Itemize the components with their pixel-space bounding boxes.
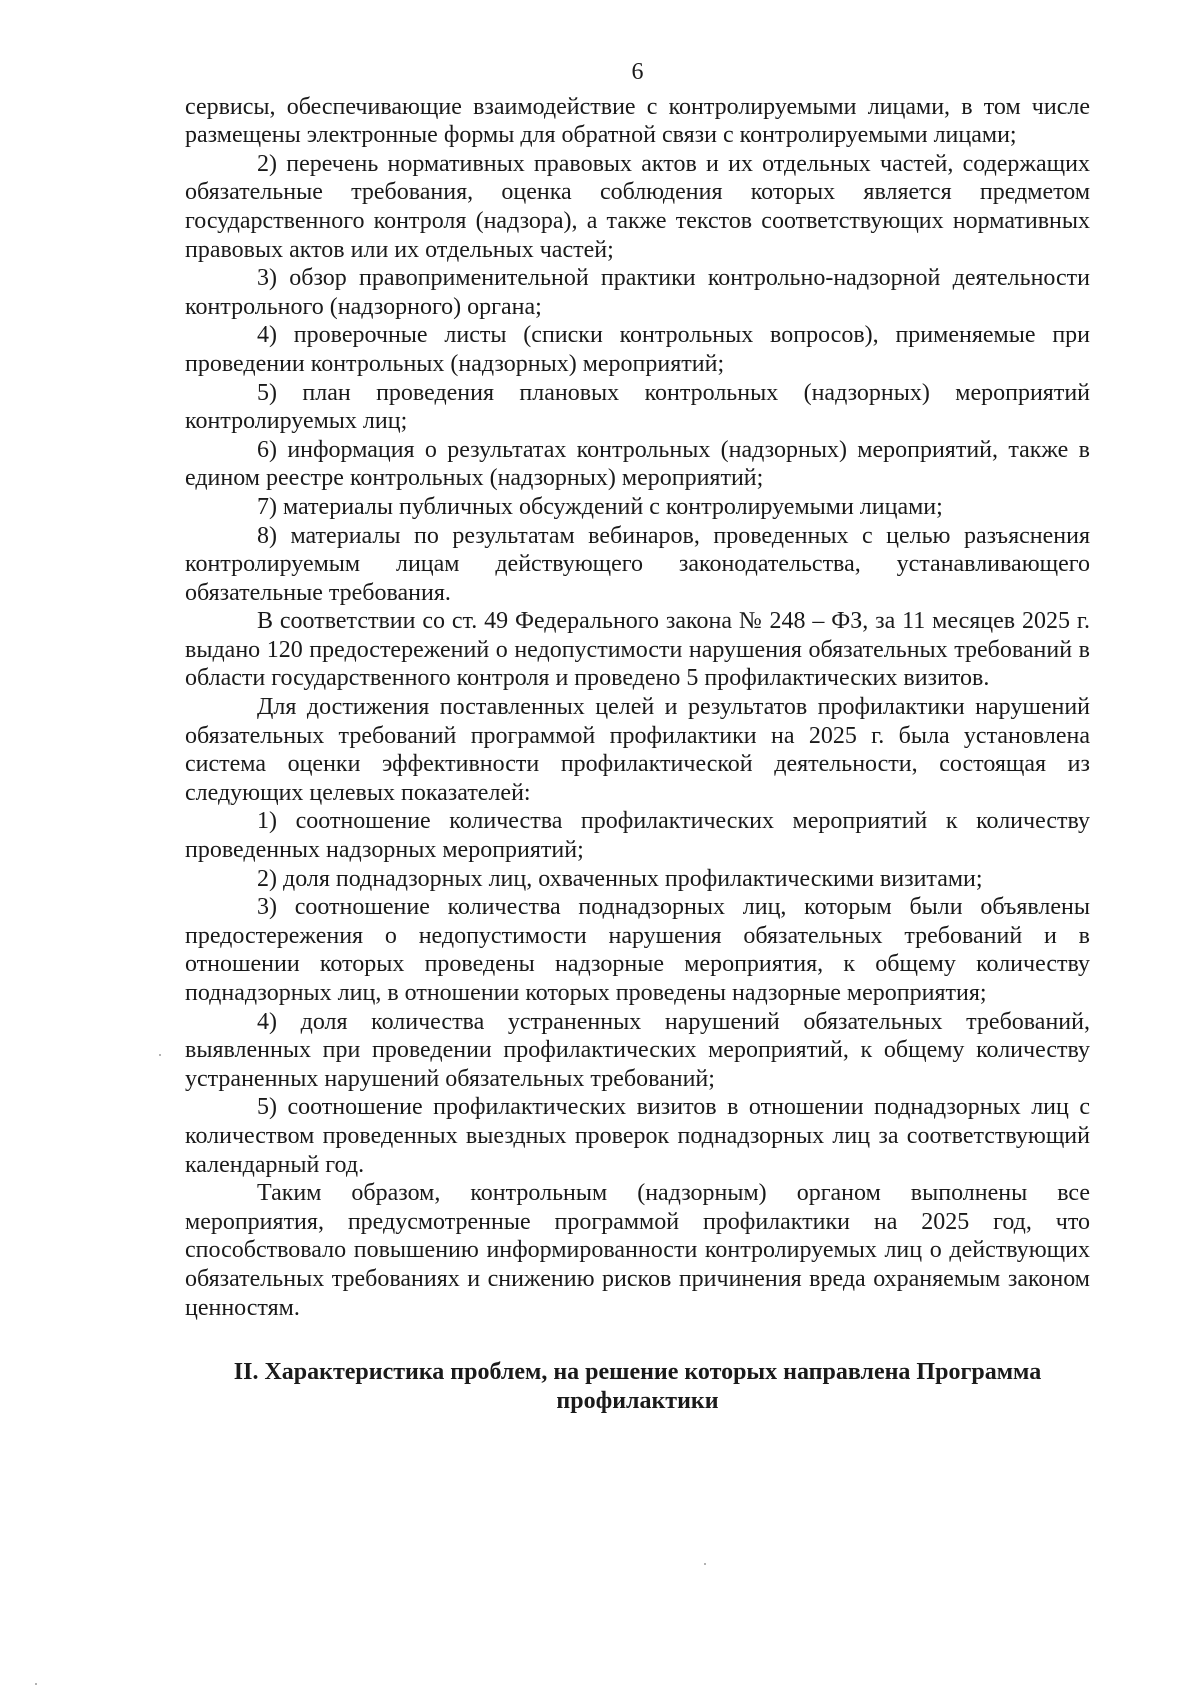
paragraph-item-3: 3) обзор правоприменительной практики контрольно-надзорной деятельности контрольного (надзорного) органа; [185, 265, 1090, 320]
scan-speck [704, 1563, 706, 1565]
section-heading: II. Характеристика проблем, на решение которых направлена Программа профилактики [233, 1359, 1042, 1414]
paragraph-evaluation-system: Для достижения поставленных целей и результатов профилактики нарушений обязательных требований программой профилактики на 2025 г. была установлена система оценки эффективности профилактической деятельности, состоящая из следующих целевых показателей: [185, 694, 1090, 806]
paragraph-item-5: 5) план проведения плановых контрольных (надзорных) мероприятий контролируемых лиц; [185, 379, 1090, 435]
document-page [185, 58, 1090, 1415]
paragraph-warnings-issued: В соответствии со ст. 49 Федерального закона № 248 – ФЗ, за 11 месяцев 2025 г. выдано 120 предостережений о недопустимости нарушения обязательных требований в области государственного контроля и проведено 5 профилактических визитов. [185, 608, 1090, 692]
paragraph-item-2: 2) перечень нормативных правовых актов и их отдельных частей, содержащих обязательные требования, оценка соблюдения которых является предметом государственного контроля (надзора), а также текстов соответствующих нормативных правовых актов или их отдельных частей; [185, 150, 1090, 263]
paragraph-item-8: 8) материалы по результатам вебинаров, проведенных с целью разъяснения контролируемым лицам действующего законодательства, устанавливающего обязательные требования. [185, 522, 1090, 606]
indicator-5: 5) соотношение профилактических визитов в отношении поднадзорных лиц с количеством проведенных выездных проверок поднадзорных лиц за соответствующий календарный год. [185, 1094, 1090, 1178]
paragraph-item-6: 6) информация о результатах контрольных (надзорных) мероприятий, также в едином реестре контрольных (надзорных) мероприятий; [185, 436, 1090, 492]
paragraph-continuation: сервисы, обеспечивающие взаимодействие с контролируемыми лицами, в том числе размещены электронные формы для обратной связи с контролируемыми лицами; [185, 93, 1090, 149]
scan-speck [35, 1683, 37, 1685]
page-number: 6 [631, 59, 644, 85]
paragraph-conclusion: Таким образом, контрольным (надзорным) органом выполнены все мероприятия, предусмотренные программой профилактики на 2025 год, что способствовало повышению информированности контролируемых лиц о действующих обязательных требованиях и снижению рисков причинения вреда охраняемым законом ценностям. [185, 1180, 1090, 1321]
paragraph-item-4: 4) проверочные листы (списки контрольных вопросов), применяемые при проведении контрольных (надзорных) мероприятий; [185, 322, 1090, 377]
scan-speck [159, 1054, 161, 1056]
indicator-2: 2) доля поднадзорных лиц, охваченных профилактическими визитами; [257, 865, 983, 892]
indicator-4: 4) доля количества устраненных нарушений обязательных требований, выявленных при проведении профилактических мероприятий, к общему количеству устраненных нарушений обязательных требований; [185, 1008, 1090, 1092]
paragraph-item-7: 7) материалы публичных обсуждений с контролируемыми лицами; [257, 493, 943, 520]
indicator-1: 1) соотношение количества профилактических мероприятий к количеству проведенных надзорных мероприятий; [185, 808, 1090, 864]
indicator-3: 3) соотношение количества поднадзорных лиц, которым были объявлены предостережения о недопустимости нарушения обязательных требований и в отношении которых проведены надзорные мероприятия, к общему количеству поднадзорных лиц, в отношении которых проведены надзорные мероприятия; [185, 894, 1090, 1006]
